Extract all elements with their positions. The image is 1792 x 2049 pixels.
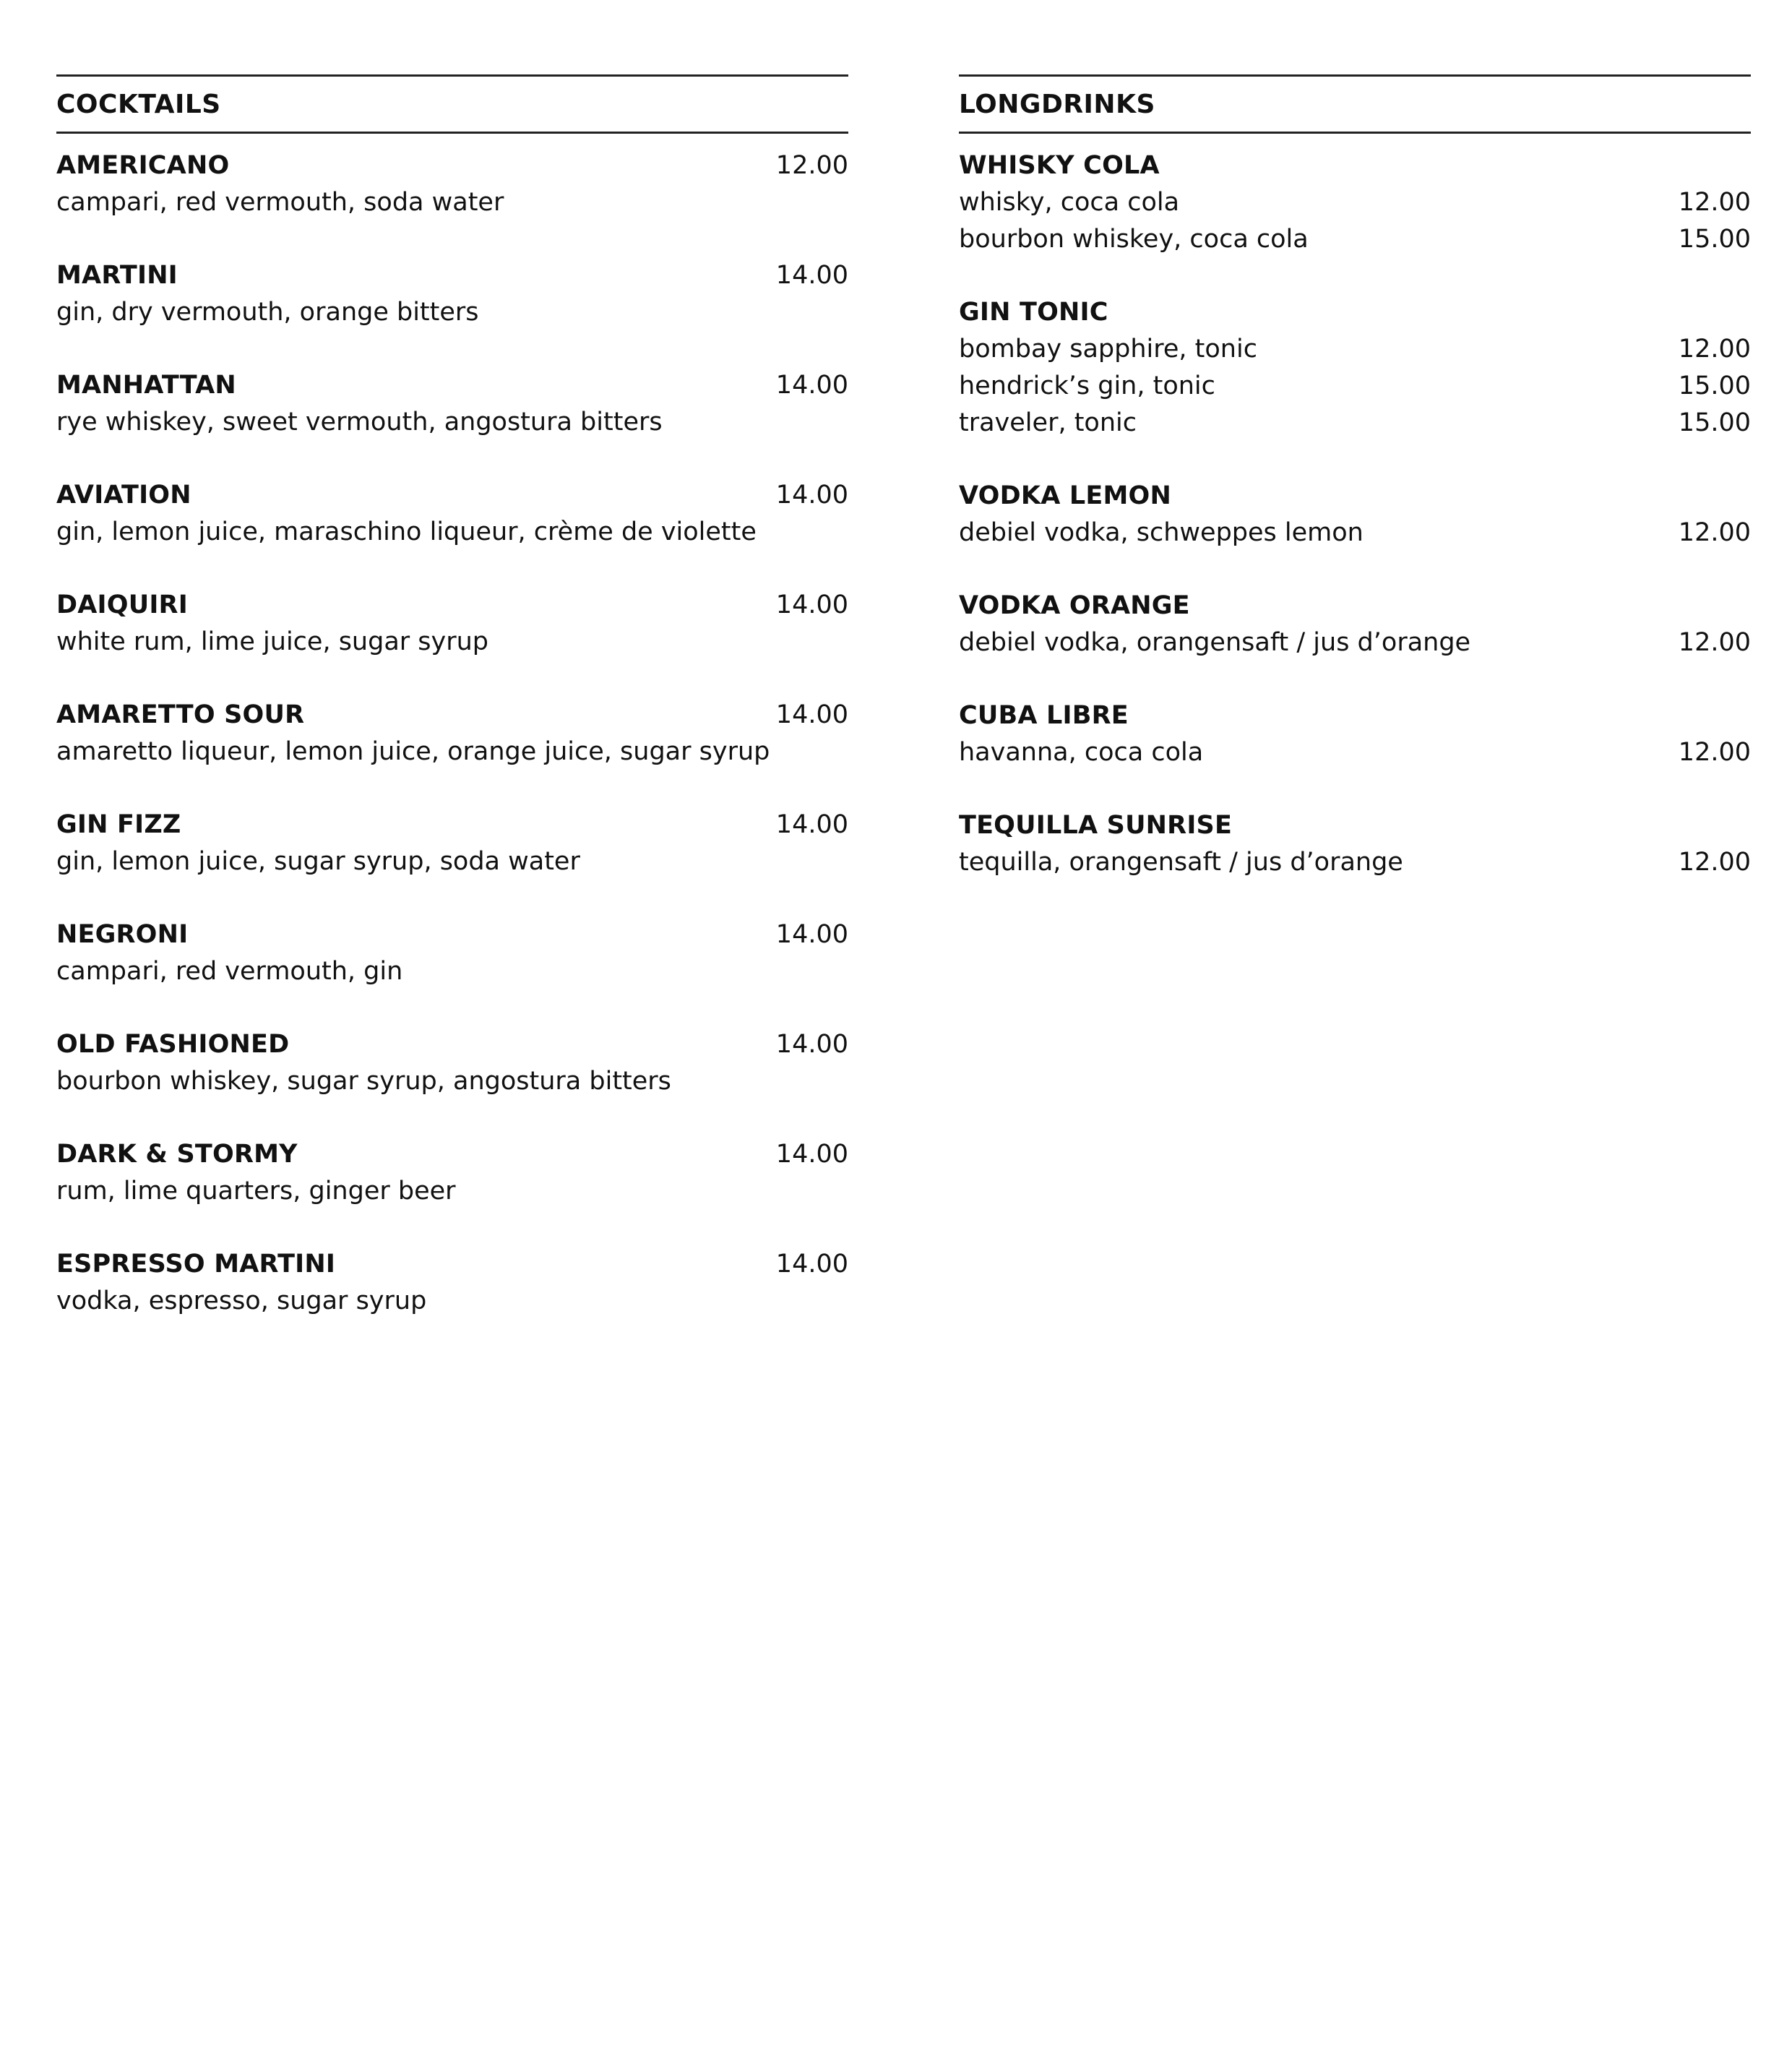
menu-item bbox=[56, 476, 848, 550]
menu-item bbox=[959, 477, 1751, 551]
menu-item-description-row bbox=[56, 403, 848, 440]
drink-description: amaretto liqueur, lemon juice, orange juice, sugar syrup bbox=[56, 736, 770, 766]
menu-item-header bbox=[56, 476, 848, 513]
drink-description: bourbon whiskey, coca cola bbox=[959, 224, 1309, 254]
drink-price: 15.00 bbox=[1678, 371, 1751, 400]
menu-item bbox=[56, 1026, 848, 1099]
drink-name: WHISKY COLA bbox=[959, 150, 1160, 180]
drink-name: VODKA LEMON bbox=[959, 481, 1171, 510]
drink-variant-row bbox=[959, 330, 1751, 367]
drink-description: hendrick’s gin, tonic bbox=[959, 371, 1215, 400]
drink-variant-row bbox=[959, 367, 1751, 404]
drink-description: rye whiskey, sweet vermouth, angostura bitters bbox=[56, 407, 663, 437]
menu-item bbox=[56, 1245, 848, 1319]
menu-item bbox=[56, 1135, 848, 1209]
drink-price: 14.00 bbox=[775, 700, 848, 729]
drink-description: havanna, coca cola bbox=[959, 737, 1204, 767]
menu-item bbox=[959, 807, 1751, 880]
drink-price: 14.00 bbox=[775, 1249, 848, 1279]
drink-price: 12.00 bbox=[1678, 517, 1751, 547]
drink-name: MARTINI bbox=[56, 260, 178, 290]
drink-name: GIN FIZZ bbox=[56, 809, 181, 839]
menu-item-header bbox=[959, 807, 1751, 843]
menu-item-header bbox=[56, 586, 848, 623]
drink-description: debiel vodka, schweppes lemon bbox=[959, 517, 1364, 547]
drink-price: 12.00 bbox=[1678, 847, 1751, 877]
drink-name: AMERICANO bbox=[56, 150, 230, 180]
menu-item-description-row bbox=[56, 843, 848, 880]
drink-description: bombay sapphire, tonic bbox=[959, 334, 1257, 364]
menu-item-header bbox=[56, 1135, 848, 1172]
drink-price: 14.00 bbox=[775, 1029, 848, 1059]
drink-price: 14.00 bbox=[775, 919, 848, 949]
drink-description: debiel vodka, orangensaft / jus d’orange bbox=[959, 627, 1471, 657]
menu-item-header bbox=[56, 1026, 848, 1062]
menu-item-description-row bbox=[56, 733, 848, 770]
menu-item bbox=[56, 806, 848, 880]
menu-item-header bbox=[56, 257, 848, 293]
drink-description: traveler, tonic bbox=[959, 408, 1137, 437]
drink-description: whisky, coca cola bbox=[959, 187, 1180, 217]
drink-name: VODKA ORANGE bbox=[959, 590, 1190, 620]
menu-item-description-row bbox=[56, 953, 848, 989]
menu-item bbox=[959, 293, 1751, 441]
menu-item-header bbox=[56, 916, 848, 953]
drink-price: 15.00 bbox=[1678, 224, 1751, 254]
menu-item-header bbox=[56, 806, 848, 843]
menu-item bbox=[959, 147, 1751, 257]
menu-item-header bbox=[959, 477, 1751, 514]
menu-item bbox=[56, 696, 848, 770]
menu-item bbox=[959, 697, 1751, 770]
menu-item-header bbox=[56, 366, 848, 403]
drink-variant-row bbox=[959, 184, 1751, 220]
menu-item bbox=[56, 586, 848, 660]
cocktails-list bbox=[56, 147, 848, 1319]
menu-item bbox=[56, 916, 848, 989]
drink-price: 14.00 bbox=[775, 260, 848, 290]
drink-name: DARK & STORMY bbox=[56, 1139, 298, 1169]
menu-item-description-row bbox=[56, 623, 848, 660]
menu-item-description-row bbox=[56, 513, 848, 550]
menu-item-header bbox=[56, 696, 848, 733]
drink-description: tequilla, orangensaft / jus d’orange bbox=[959, 847, 1403, 877]
drink-name: GIN TONIC bbox=[959, 297, 1108, 327]
longdrinks-list bbox=[959, 147, 1751, 880]
menu-item bbox=[56, 257, 848, 330]
menu-item-header bbox=[959, 697, 1751, 734]
drink-description: gin, lemon juice, maraschino liqueur, crème de violette bbox=[56, 517, 757, 546]
longdrinks-section bbox=[959, 74, 1751, 916]
cocktails-heading: COCKTAILS bbox=[56, 74, 848, 134]
drink-name: MANHATTAN bbox=[56, 370, 236, 400]
drink-price: 12.00 bbox=[1678, 737, 1751, 767]
drink-price: 12.00 bbox=[1678, 187, 1751, 217]
drink-name: CUBA LIBRE bbox=[959, 700, 1129, 730]
menu-item-header bbox=[56, 1245, 848, 1282]
drink-variant-row bbox=[959, 514, 1751, 551]
menu-item bbox=[959, 587, 1751, 661]
drink-price: 12.00 bbox=[1678, 627, 1751, 657]
drink-name: NEGRONI bbox=[56, 919, 189, 949]
drink-description: campari, red vermouth, gin bbox=[56, 956, 403, 986]
menu-item bbox=[56, 147, 848, 220]
drink-description: white rum, lime juice, sugar syrup bbox=[56, 627, 489, 656]
drink-variant-row bbox=[959, 220, 1751, 257]
drink-name: AMARETTO SOUR bbox=[56, 700, 305, 729]
drink-variant-row bbox=[959, 734, 1751, 770]
drink-price: 14.00 bbox=[775, 590, 848, 619]
drink-name: ESPRESSO MARTINI bbox=[56, 1249, 336, 1279]
longdrinks-heading: LONGDRINKS bbox=[959, 74, 1751, 134]
drink-description: rum, lime quarters, ginger beer bbox=[56, 1176, 456, 1206]
drink-name: TEQUILLA SUNRISE bbox=[959, 810, 1233, 840]
menu-item bbox=[56, 366, 848, 440]
menu-item-description-row bbox=[56, 1062, 848, 1099]
menu-item-header bbox=[56, 147, 848, 184]
cocktails-section bbox=[56, 74, 848, 1355]
drink-price: 14.00 bbox=[775, 370, 848, 400]
drink-variant-row bbox=[959, 843, 1751, 880]
drink-name: AVIATION bbox=[56, 480, 191, 510]
drink-price: 14.00 bbox=[775, 1139, 848, 1169]
menu-item-header bbox=[959, 293, 1751, 330]
drink-description: gin, dry vermouth, orange bitters bbox=[56, 297, 479, 327]
drink-price: 14.00 bbox=[775, 480, 848, 510]
menu-item-header bbox=[959, 147, 1751, 184]
drink-description: vodka, espresso, sugar syrup bbox=[56, 1286, 427, 1315]
drink-price: 12.00 bbox=[1678, 334, 1751, 364]
drink-price: 14.00 bbox=[775, 809, 848, 839]
menu-item-description-row bbox=[56, 184, 848, 220]
drink-price: 15.00 bbox=[1678, 408, 1751, 437]
drink-name: OLD FASHIONED bbox=[56, 1029, 290, 1059]
drink-description: gin, lemon juice, sugar syrup, soda water bbox=[56, 846, 580, 876]
drink-variant-row bbox=[959, 624, 1751, 661]
menu-item-description-row bbox=[56, 293, 848, 330]
menu-item-description-row bbox=[56, 1282, 848, 1319]
drink-price: 12.00 bbox=[775, 150, 848, 180]
drink-variant-row bbox=[959, 404, 1751, 441]
menu-item-header bbox=[959, 587, 1751, 624]
drink-description: bourbon whiskey, sugar syrup, angostura bitters bbox=[56, 1066, 671, 1096]
drink-name: DAIQUIRI bbox=[56, 590, 188, 619]
drink-description: campari, red vermouth, soda water bbox=[56, 187, 504, 217]
menu-item-description-row bbox=[56, 1172, 848, 1209]
